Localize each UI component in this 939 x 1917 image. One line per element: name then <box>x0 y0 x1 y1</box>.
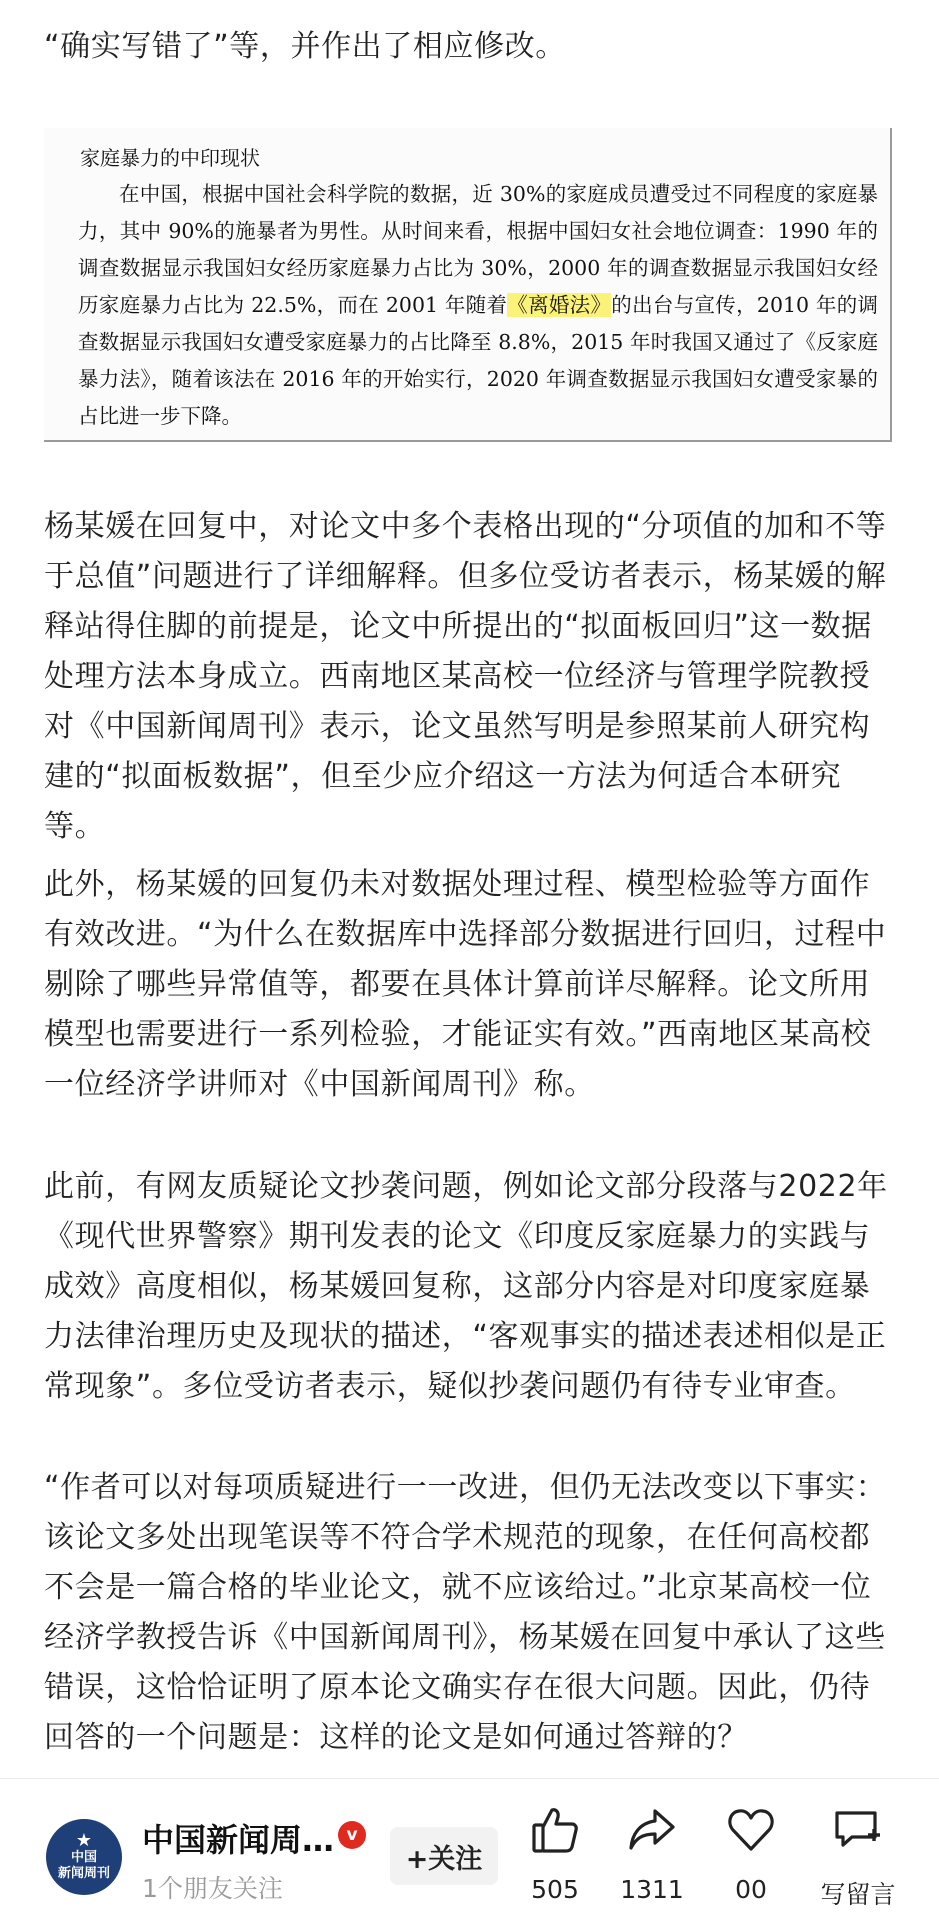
account-avatar[interactable] <box>46 1819 122 1895</box>
favorite-button[interactable] <box>696 1805 806 1917</box>
highlighted-term: 《离婚法》 <box>507 293 612 317</box>
article-paragraph: 此外，杨某媛的回复仍未对数据处理过程、模型检验等方面作有效改进。“为什么在数据库中选择部分数据进行回归，过程中剔除了哪些异常值等，都要在具体计算前详尽解释。论文所用模型也需要进行一系列检验，才能证实有效。”西南地区某高校一位经济学讲师对《中国新闻周刊》称。 <box>44 867 887 1102</box>
quoted-image-title: 家庭暴力的中印现状 <box>80 146 260 170</box>
star-logo-icon: ★ <box>75 1830 93 1851</box>
like-button[interactable] <box>500 1805 610 1917</box>
account-name[interactable]: 中国新闻周… <box>142 1821 335 1859</box>
article-paragraph: “确实写错了”等，并作出了相应修改。 <box>44 29 566 64</box>
article-paragraph: 此前，有网友质疑论文抄袭问题，例如论文部分段落与2022年《现代世界警察》期刊发表的论文《印度反家庭暴力的实践与成效》高度相似，杨某媛回复称，这部分内容是对印度家庭暴力法律治理历史及现状的描述，“客观事实的描述表述相似是正常现象”。多位受访者表示，疑似抄袭问题仍有待专业审查。 <box>44 1169 888 1404</box>
verified-icon: v <box>338 1821 366 1849</box>
article-paragraph: “作者可以对每项质疑进行一一改进，但仍无法改变以下事实：该论文多处出现笔误等不符合学术规范的现象，在任何高校都不会是一篇合格的毕业论文，就不应该给过。”北京某高校一位经济学教授告诉《中国新闻周刊》，杨某媛在回复中承认了这些错误，这恰恰证明了原本论文确实存在很大问题。因此，仍待回答的一个问题是：这样的论文是如何通过答辩的？ <box>44 1470 887 1755</box>
thumbs-up-icon <box>531 1805 579 1855</box>
quoted-thesis-image[interactable] <box>44 128 892 442</box>
share-count: 1311 <box>620 1875 684 1904</box>
quoted-image-text <box>78 176 878 435</box>
quoted-text-after: 的出台与宣传，2010 年的调查数据显示我国妇女遭受家庭暴力的占比降至 8.8%，2015 年时我国又通过了《反家庭暴力法》，随着该法在 2016 年的开始实行，2020 年调查数据显示我国妇女遭受家暴的占比进一步下降。 <box>78 293 879 428</box>
follow-button[interactable]: +关注 <box>390 1827 498 1885</box>
favorite-count: 00 <box>735 1875 767 1904</box>
share-arrow-icon <box>627 1805 677 1855</box>
share-button[interactable] <box>597 1805 707 1917</box>
like-count: 505 <box>531 1875 579 1904</box>
comment-label: 写留言 <box>820 1880 896 1909</box>
comment-button[interactable] <box>798 1805 918 1917</box>
comment-icon <box>832 1805 884 1855</box>
bottom-action-bar <box>0 1778 939 1917</box>
heart-icon <box>726 1805 776 1855</box>
avatar-text-line2: 新闻周刊 <box>57 1866 110 1881</box>
avatar-text-line1: 中国 <box>70 1850 97 1865</box>
article-paragraph: 杨某媛在回复中，对论文中多个表格出现的“分项值的加和不等于总值”问题进行了详细解释。但多位受访者表示，杨某媛的解释站得住脚的前提是，论文中所提出的“拟面板回归”这一数据处理方法本身成立。西南地区某高校一位经济与管理学院教授对《中国新闻周刊》表示，论文虽然写明是参照某前人研究构建的“拟面板数据”，但至少应介绍这一方法为何适合本研究等。 <box>44 509 887 844</box>
friends-following-text: 1个朋友关注 <box>142 1874 283 1903</box>
quoted-text-before: 在中国，根据中国社会科学院的数据，近 30%的家庭成员遭受过不同程度的家庭暴力，其中 90%的施暴者为男性。从时间来看，根据中国妇女社会地位调查：1990 年的调查数据显示我国妇女经历家庭暴力占比为 30%，2000 年的调查数据显示我国妇女经历家庭暴力占比为 22.5%，而在 2001 年随着 <box>78 182 878 317</box>
